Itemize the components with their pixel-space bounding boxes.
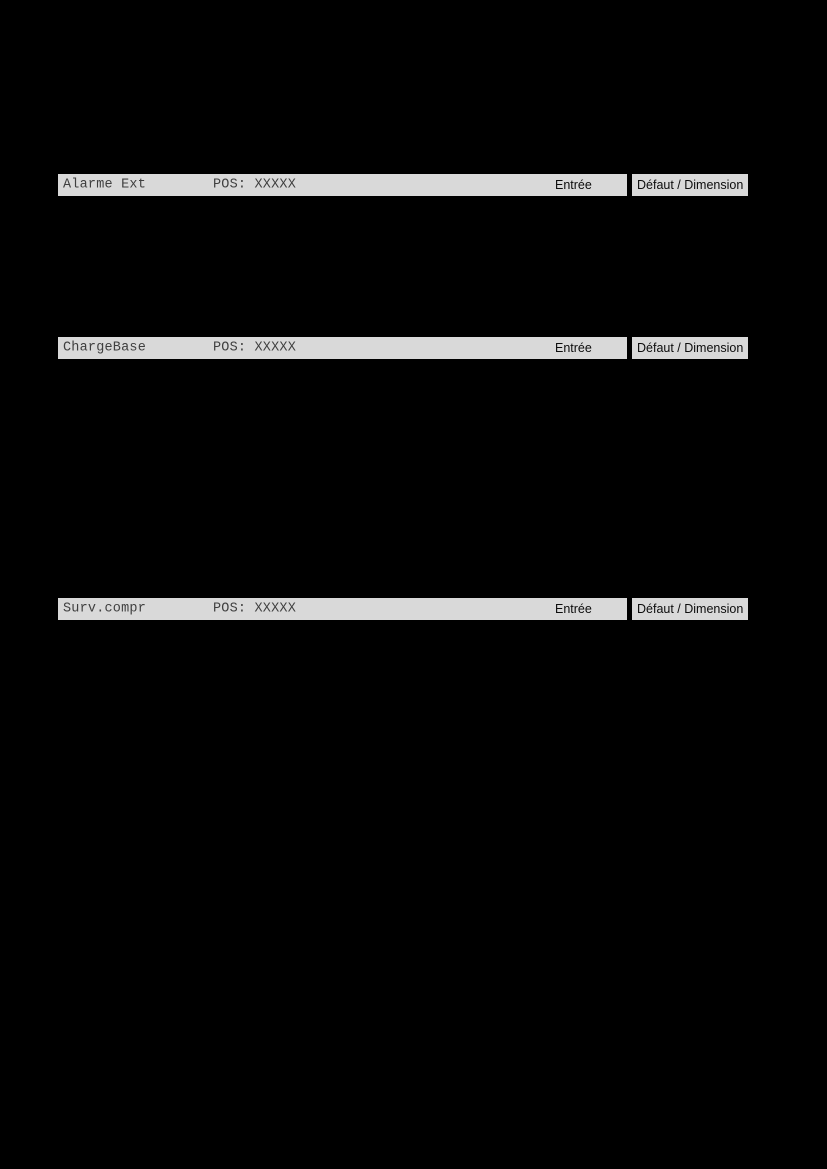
pos-value-label: POS: XXXXX: [213, 177, 297, 193]
default-dimension-cell: [632, 598, 748, 620]
io-type-label: Entrée: [555, 601, 592, 616]
parameter-name-label: Alarme Ext: [63, 177, 147, 193]
pos-value-label: POS: XXXXX: [213, 340, 297, 356]
row-main-cell: [58, 337, 627, 359]
parameter-header-row-surv-compr: [58, 598, 748, 620]
default-dimension-cell: [632, 174, 748, 196]
parameter-name-label: Surv.compr: [63, 601, 147, 617]
default-dimension-label: Défaut / Dimension: [637, 340, 744, 355]
row-main-cell: [58, 598, 627, 620]
pos-value-label: POS: XXXXX: [213, 601, 297, 617]
row-main-cell: [58, 174, 627, 196]
io-type-label: Entrée: [555, 177, 592, 192]
io-type-label: Entrée: [555, 340, 592, 355]
parameter-header-row-chargebase: [58, 337, 748, 359]
default-dimension-label: Défaut / Dimension: [637, 601, 744, 616]
default-dimension-label: Défaut / Dimension: [637, 177, 744, 192]
default-dimension-cell: [632, 337, 748, 359]
parameter-header-row-alarme-ext: [58, 174, 748, 196]
parameter-name-label: ChargeBase: [63, 340, 147, 356]
